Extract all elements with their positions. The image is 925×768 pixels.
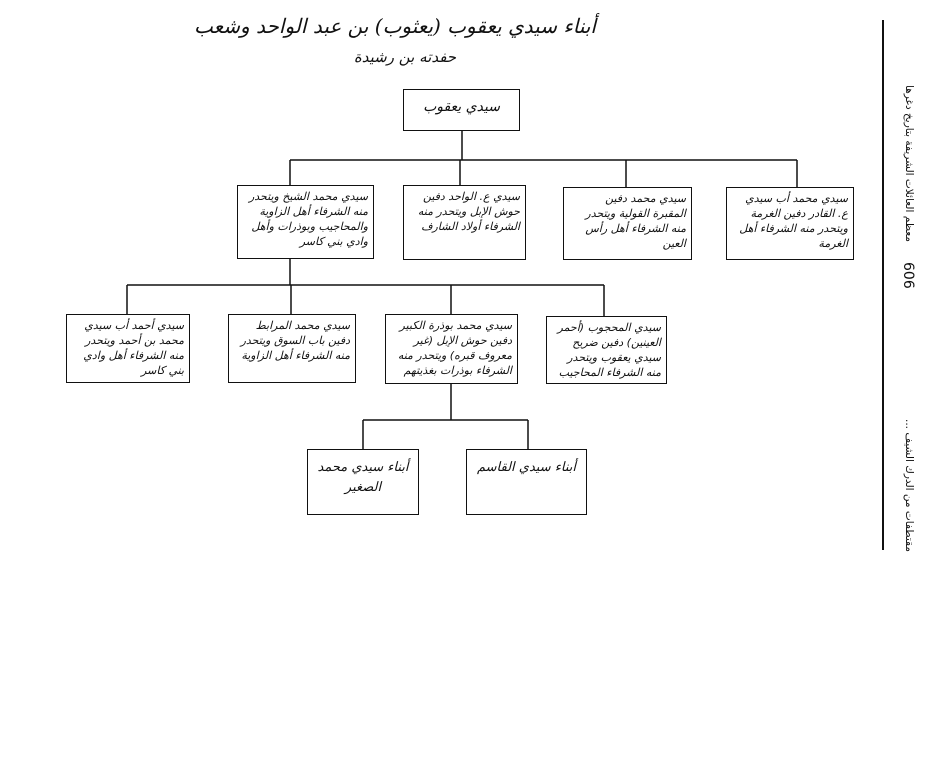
page-number: 606 bbox=[900, 262, 916, 289]
node-level3-2: أبناء سيدي القاسم bbox=[466, 449, 587, 515]
node-level1-2: سيدي ع. الواحد دفين حوش الإبل ويتحدر منه الشرفاء أولاد الشارف bbox=[403, 185, 526, 260]
side-header-top: معظم العائلات الشريفة بتاريخ دغرها bbox=[903, 85, 915, 242]
node-level2-3: سيدي محمد بوذرة الكبير دفين حوش الإبل (غير معروف قبره) ويتحدر منه الشرفاء بوذرات بغذيتهم bbox=[385, 314, 518, 384]
node-level2-2: سيدي محمد المرابط دفين باب السوق ويتحدر منه الشرفاء أهل الزاوية bbox=[228, 314, 356, 383]
node-level1-4: سيدي محمد أب سيدي ع. القادر دفين الغرمة ويتحدر منه الشرفاء أهل الغرمة bbox=[726, 187, 854, 260]
node-level2-1: سيدي أحمد أب سيدي محمد بن أحمد ويتحدر منه الشرفاء أهل وادي بني كاسر bbox=[66, 314, 190, 383]
node-level3-1: أبناء سيدي محمد الصغير bbox=[307, 449, 419, 515]
side-rule bbox=[882, 20, 884, 550]
page-title: أبناء سيدي يعقوب (يعثوب) بن عبد الواحد وشعب bbox=[194, 14, 596, 38]
page-subtitle: حفدته بن رشيدة bbox=[353, 48, 457, 66]
node-level1-3: سيدي محمد دفين المقبرة القولية ويتحدر منه الشرفاء أهل رأس العين bbox=[563, 187, 692, 260]
side-header-bottom: مقتطفات من الدرك الشيف ... bbox=[903, 419, 915, 552]
node-level2-4: سيدي المحجوب (أحمر العينين) دفين ضريح سيدي يعقوب ويتحدر منه الشرفاء المحاجيب bbox=[546, 316, 667, 384]
node-root: سيدي يعقوب bbox=[403, 89, 520, 131]
node-level1-1: سيدي محمد الشيخ ويتحدر منه الشرفاء أهل الزاوية والمحاجيب وبوذرات وأهل وادي بني كاسر bbox=[237, 185, 374, 259]
